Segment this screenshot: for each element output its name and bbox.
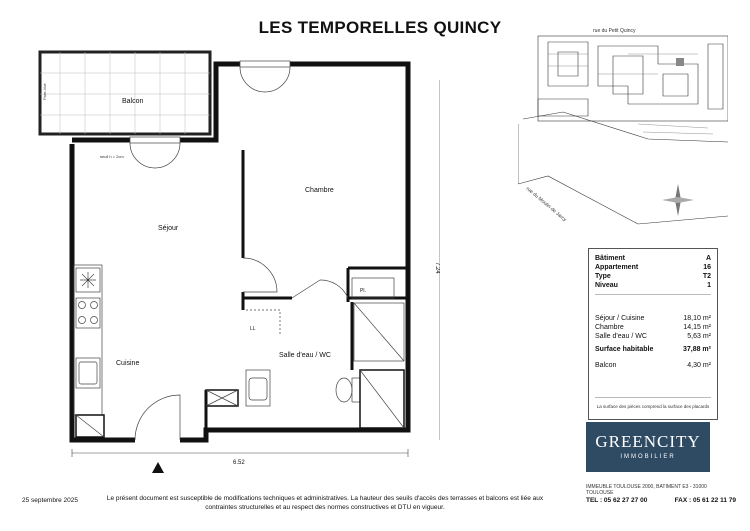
info-box xyxy=(588,248,718,420)
surface-value: 5,63 m² xyxy=(687,333,711,340)
pare-vue-label: Pare-Vue xyxy=(42,83,47,100)
fax: FAX : 05 61 22 11 79 xyxy=(674,497,736,504)
logo-city: CITY xyxy=(657,432,701,451)
room-balcon: Balcon xyxy=(122,98,144,105)
room-salle-eau: Salle d'eau / WC xyxy=(279,352,331,359)
street-label-2: rue du Moulin de Jarcy xyxy=(524,185,568,224)
niveau-label: Niveau xyxy=(595,282,618,289)
surface-value: 18,10 m² xyxy=(683,315,711,322)
balcon-value: 4,30 m² xyxy=(687,362,711,369)
surface-note: La surface des pièces comprend la surface des placards xyxy=(596,404,710,409)
floor-plan xyxy=(30,40,440,480)
disclaimer-line-1: Le présent document est susceptible de modifications techniques et administratives. La hauteur des seuils d'accès des terrasses et balcons est liée aux xyxy=(106,495,544,502)
room-sejour: Séjour xyxy=(158,225,179,232)
entrance-arrow-icon xyxy=(152,462,164,473)
seuil-note: seuil h = 2cm xyxy=(100,154,124,159)
balcon-label: Balcon xyxy=(595,362,617,369)
document-date: 25 septembre 2025 xyxy=(22,497,79,504)
surface-label: Chambre xyxy=(595,324,624,331)
site-map xyxy=(518,24,728,239)
contact-phones xyxy=(586,497,736,504)
contact-address: IMMEUBLE TOULOUSE 2000, BATIMENT E3 - 31000 TOULOUSE xyxy=(586,484,707,496)
disclaimer-line-2: contraintes structurelles et au respect des normes constructives et DTU en vigueur. xyxy=(205,503,445,511)
surface-habitable-value: 37,88 m² xyxy=(682,346,711,353)
street-label-1: rue du Petit Quincy xyxy=(593,28,636,34)
surface-habitable-label: Surface habitable xyxy=(595,346,654,353)
dimension-width: 6.52 xyxy=(233,460,245,466)
page-title: LES TEMPORELLES QUINCY xyxy=(258,18,502,37)
appartement-label: Appartement xyxy=(595,264,639,271)
compass-icon xyxy=(662,184,694,216)
greencity-logo xyxy=(586,422,710,472)
logo-sub: IMMOBILIER xyxy=(620,454,676,460)
window-doors xyxy=(130,61,348,440)
disclaimer xyxy=(105,495,545,513)
surface-value: 14,15 m² xyxy=(683,324,711,331)
balcony xyxy=(40,52,210,134)
dimension-height: 7.24 xyxy=(434,262,440,274)
room-chambre: Chambre xyxy=(305,187,334,194)
lave-linge-label: LL xyxy=(250,326,256,332)
batiment-label: Bâtiment xyxy=(595,255,625,262)
kitchen-fixtures xyxy=(74,265,104,437)
logo-green: GREEN xyxy=(595,432,657,451)
exterior-walls xyxy=(72,64,408,440)
surface-label: Salle d'eau / WC xyxy=(595,333,647,340)
niveau-value: 1 xyxy=(707,282,711,289)
surface-label: Séjour / Cuisine xyxy=(595,315,645,322)
tel: TEL : 05 62 27 27 00 xyxy=(586,497,648,504)
room-placard: Pl. xyxy=(360,288,366,294)
type-label: Type xyxy=(595,273,611,280)
batiment-value: A xyxy=(705,255,711,262)
room-cuisine: Cuisine xyxy=(116,360,140,367)
appartement-value: 16 xyxy=(703,264,711,271)
type-value: T2 xyxy=(702,273,711,280)
